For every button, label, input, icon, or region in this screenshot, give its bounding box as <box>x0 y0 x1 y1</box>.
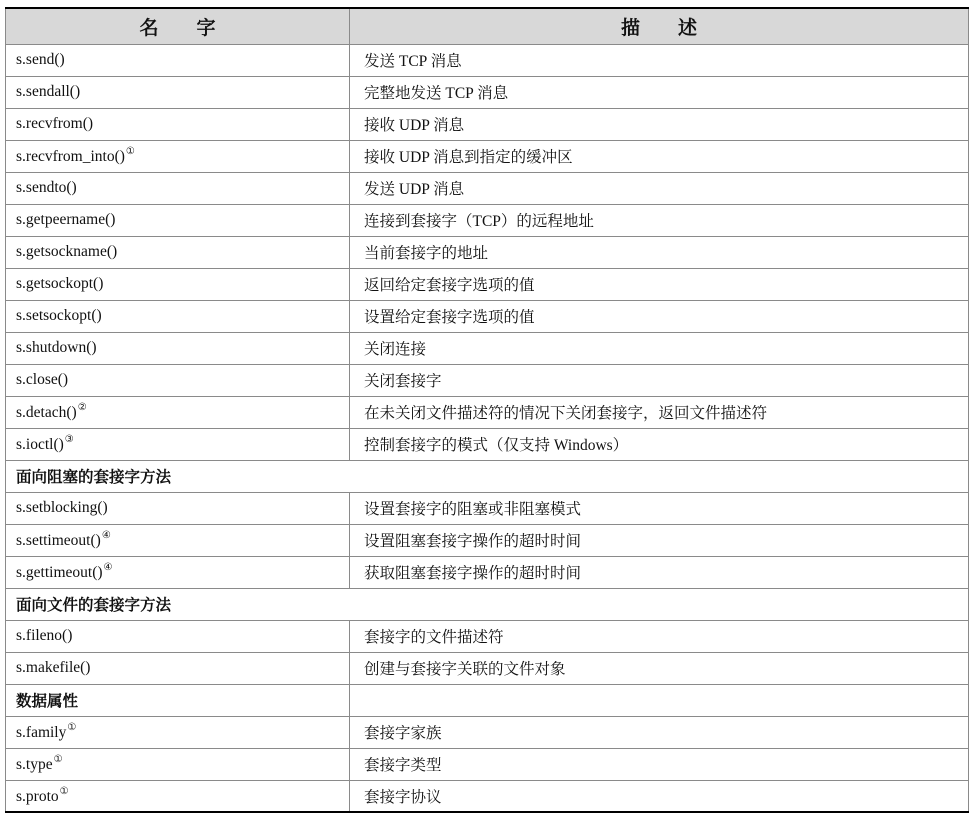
footnote-marker: ② <box>77 402 87 413</box>
method-name: s.setblocking() <box>16 499 108 516</box>
method-description: 控制套接字的模式（仅支持 Windows） <box>350 428 969 460</box>
method-name-cell <box>6 172 350 204</box>
method-name: s.getsockname() <box>16 243 118 260</box>
section-heading: 面向文件的套接字方法 <box>6 588 969 620</box>
method-name-cell <box>6 108 350 140</box>
table-row <box>6 300 969 332</box>
footnote-marker: ① <box>59 785 69 797</box>
header-description: 描 述 <box>350 8 969 44</box>
method-name-cell <box>6 140 350 172</box>
table-row <box>6 396 969 428</box>
table-row <box>6 716 969 748</box>
method-name: s.type <box>16 756 53 773</box>
method-name-cell <box>6 428 350 460</box>
footnote-marker: ① <box>67 722 77 733</box>
method-name-cell <box>6 300 350 332</box>
table-row <box>6 140 969 172</box>
method-name: s.recvfrom() <box>16 115 94 132</box>
method-description <box>350 684 969 716</box>
method-name-cell <box>6 236 350 268</box>
section-row <box>6 684 969 716</box>
method-description: 连接到套接字（TCP）的远程地址 <box>350 204 969 236</box>
footnote-marker: ① <box>53 754 63 765</box>
method-name: s.fileno() <box>16 627 73 644</box>
method-name: s.getsockopt() <box>16 275 104 292</box>
method-name-cell <box>6 44 350 76</box>
method-name: s.shutdown() <box>16 339 97 356</box>
method-name: s.makefile() <box>16 659 91 676</box>
method-name: s.setsockopt() <box>16 307 102 324</box>
section-row <box>6 460 969 492</box>
method-description: 发送 TCP 消息 <box>350 44 969 76</box>
method-description: 发送 UDP 消息 <box>350 172 969 204</box>
method-name-cell <box>6 748 350 780</box>
method-name: s.send() <box>16 51 65 68</box>
method-name: s.getpeername() <box>16 211 116 228</box>
method-name-cell <box>6 716 350 748</box>
table-row <box>6 268 969 300</box>
method-name-cell <box>6 556 350 588</box>
method-description: 套接字的文件描述符 <box>350 620 969 652</box>
section-row <box>6 588 969 620</box>
method-name-cell <box>6 268 350 300</box>
section-heading: 面向阻塞的套接字方法 <box>6 460 969 492</box>
method-name: s.family <box>16 724 67 741</box>
method-name-cell <box>6 396 350 428</box>
table-row <box>6 172 969 204</box>
table-body <box>6 44 969 812</box>
method-name-cell <box>6 76 350 108</box>
method-description: 套接字类型 <box>350 748 969 780</box>
method-description: 关闭连接 <box>350 332 969 364</box>
method-name: s.close() <box>16 371 69 388</box>
header-name: 名 字 <box>6 8 350 44</box>
method-description: 设置阻塞套接字操作的超时时间 <box>350 524 969 556</box>
method-name: s.settimeout() <box>16 532 101 549</box>
table-row <box>6 620 969 652</box>
footnote-marker: ④ <box>103 562 113 573</box>
table-header-row <box>6 8 969 44</box>
method-name: s.detach() <box>16 404 77 421</box>
table-row <box>6 332 969 364</box>
method-description: 设置套接字的阻塞或非阻塞模式 <box>350 492 969 524</box>
footnote-marker: ③ <box>64 434 74 445</box>
socket-methods-table <box>5 7 969 813</box>
method-name-cell <box>6 524 350 556</box>
method-description: 获取阻塞套接字操作的超时时间 <box>350 556 969 588</box>
footnote-marker: ④ <box>101 530 111 541</box>
method-description: 创建与套接字关联的文件对象 <box>350 652 969 684</box>
method-name-cell <box>6 364 350 396</box>
method-description: 完整地发送 TCP 消息 <box>350 76 969 108</box>
method-name: s.sendto() <box>16 179 77 196</box>
method-name-cell <box>6 332 350 364</box>
table-row <box>6 364 969 396</box>
method-name-cell <box>6 780 350 812</box>
method-name-cell <box>6 652 350 684</box>
method-name: s.gettimeout() <box>16 564 103 581</box>
method-description: 当前套接字的地址 <box>350 236 969 268</box>
table-row <box>6 780 969 812</box>
method-name-cell <box>6 492 350 524</box>
section-heading-text: 数据属性 <box>16 692 79 710</box>
table-row <box>6 748 969 780</box>
method-name: s.proto <box>16 787 59 805</box>
table-row <box>6 652 969 684</box>
table-row <box>6 428 969 460</box>
method-description: 接收 UDP 消息到指定的缓冲区 <box>350 140 969 172</box>
method-name: s.ioctl() <box>16 436 64 453</box>
method-description: 套接字协议 <box>350 780 969 812</box>
method-description: 在未关闭文件描述符的情况下关闭套接字，返回文件描述符 <box>350 396 969 428</box>
table-row <box>6 236 969 268</box>
method-description: 套接字家族 <box>350 716 969 748</box>
method-name: s.sendall() <box>16 83 81 100</box>
table-row <box>6 556 969 588</box>
table-row <box>6 108 969 140</box>
table-row <box>6 524 969 556</box>
section-heading <box>6 684 350 716</box>
table-row <box>6 44 969 76</box>
method-description: 关闭套接字 <box>350 364 969 396</box>
method-name: s.recvfrom_into() <box>16 148 125 165</box>
method-name-cell <box>6 204 350 236</box>
footnote-marker: ① <box>125 146 135 157</box>
method-description: 接收 UDP 消息 <box>350 108 969 140</box>
method-description: 设置给定套接字选项的值 <box>350 300 969 332</box>
table-row <box>6 76 969 108</box>
table-row <box>6 204 969 236</box>
method-name-cell <box>6 620 350 652</box>
table-row <box>6 492 969 524</box>
method-description: 返回给定套接字选项的值 <box>350 268 969 300</box>
